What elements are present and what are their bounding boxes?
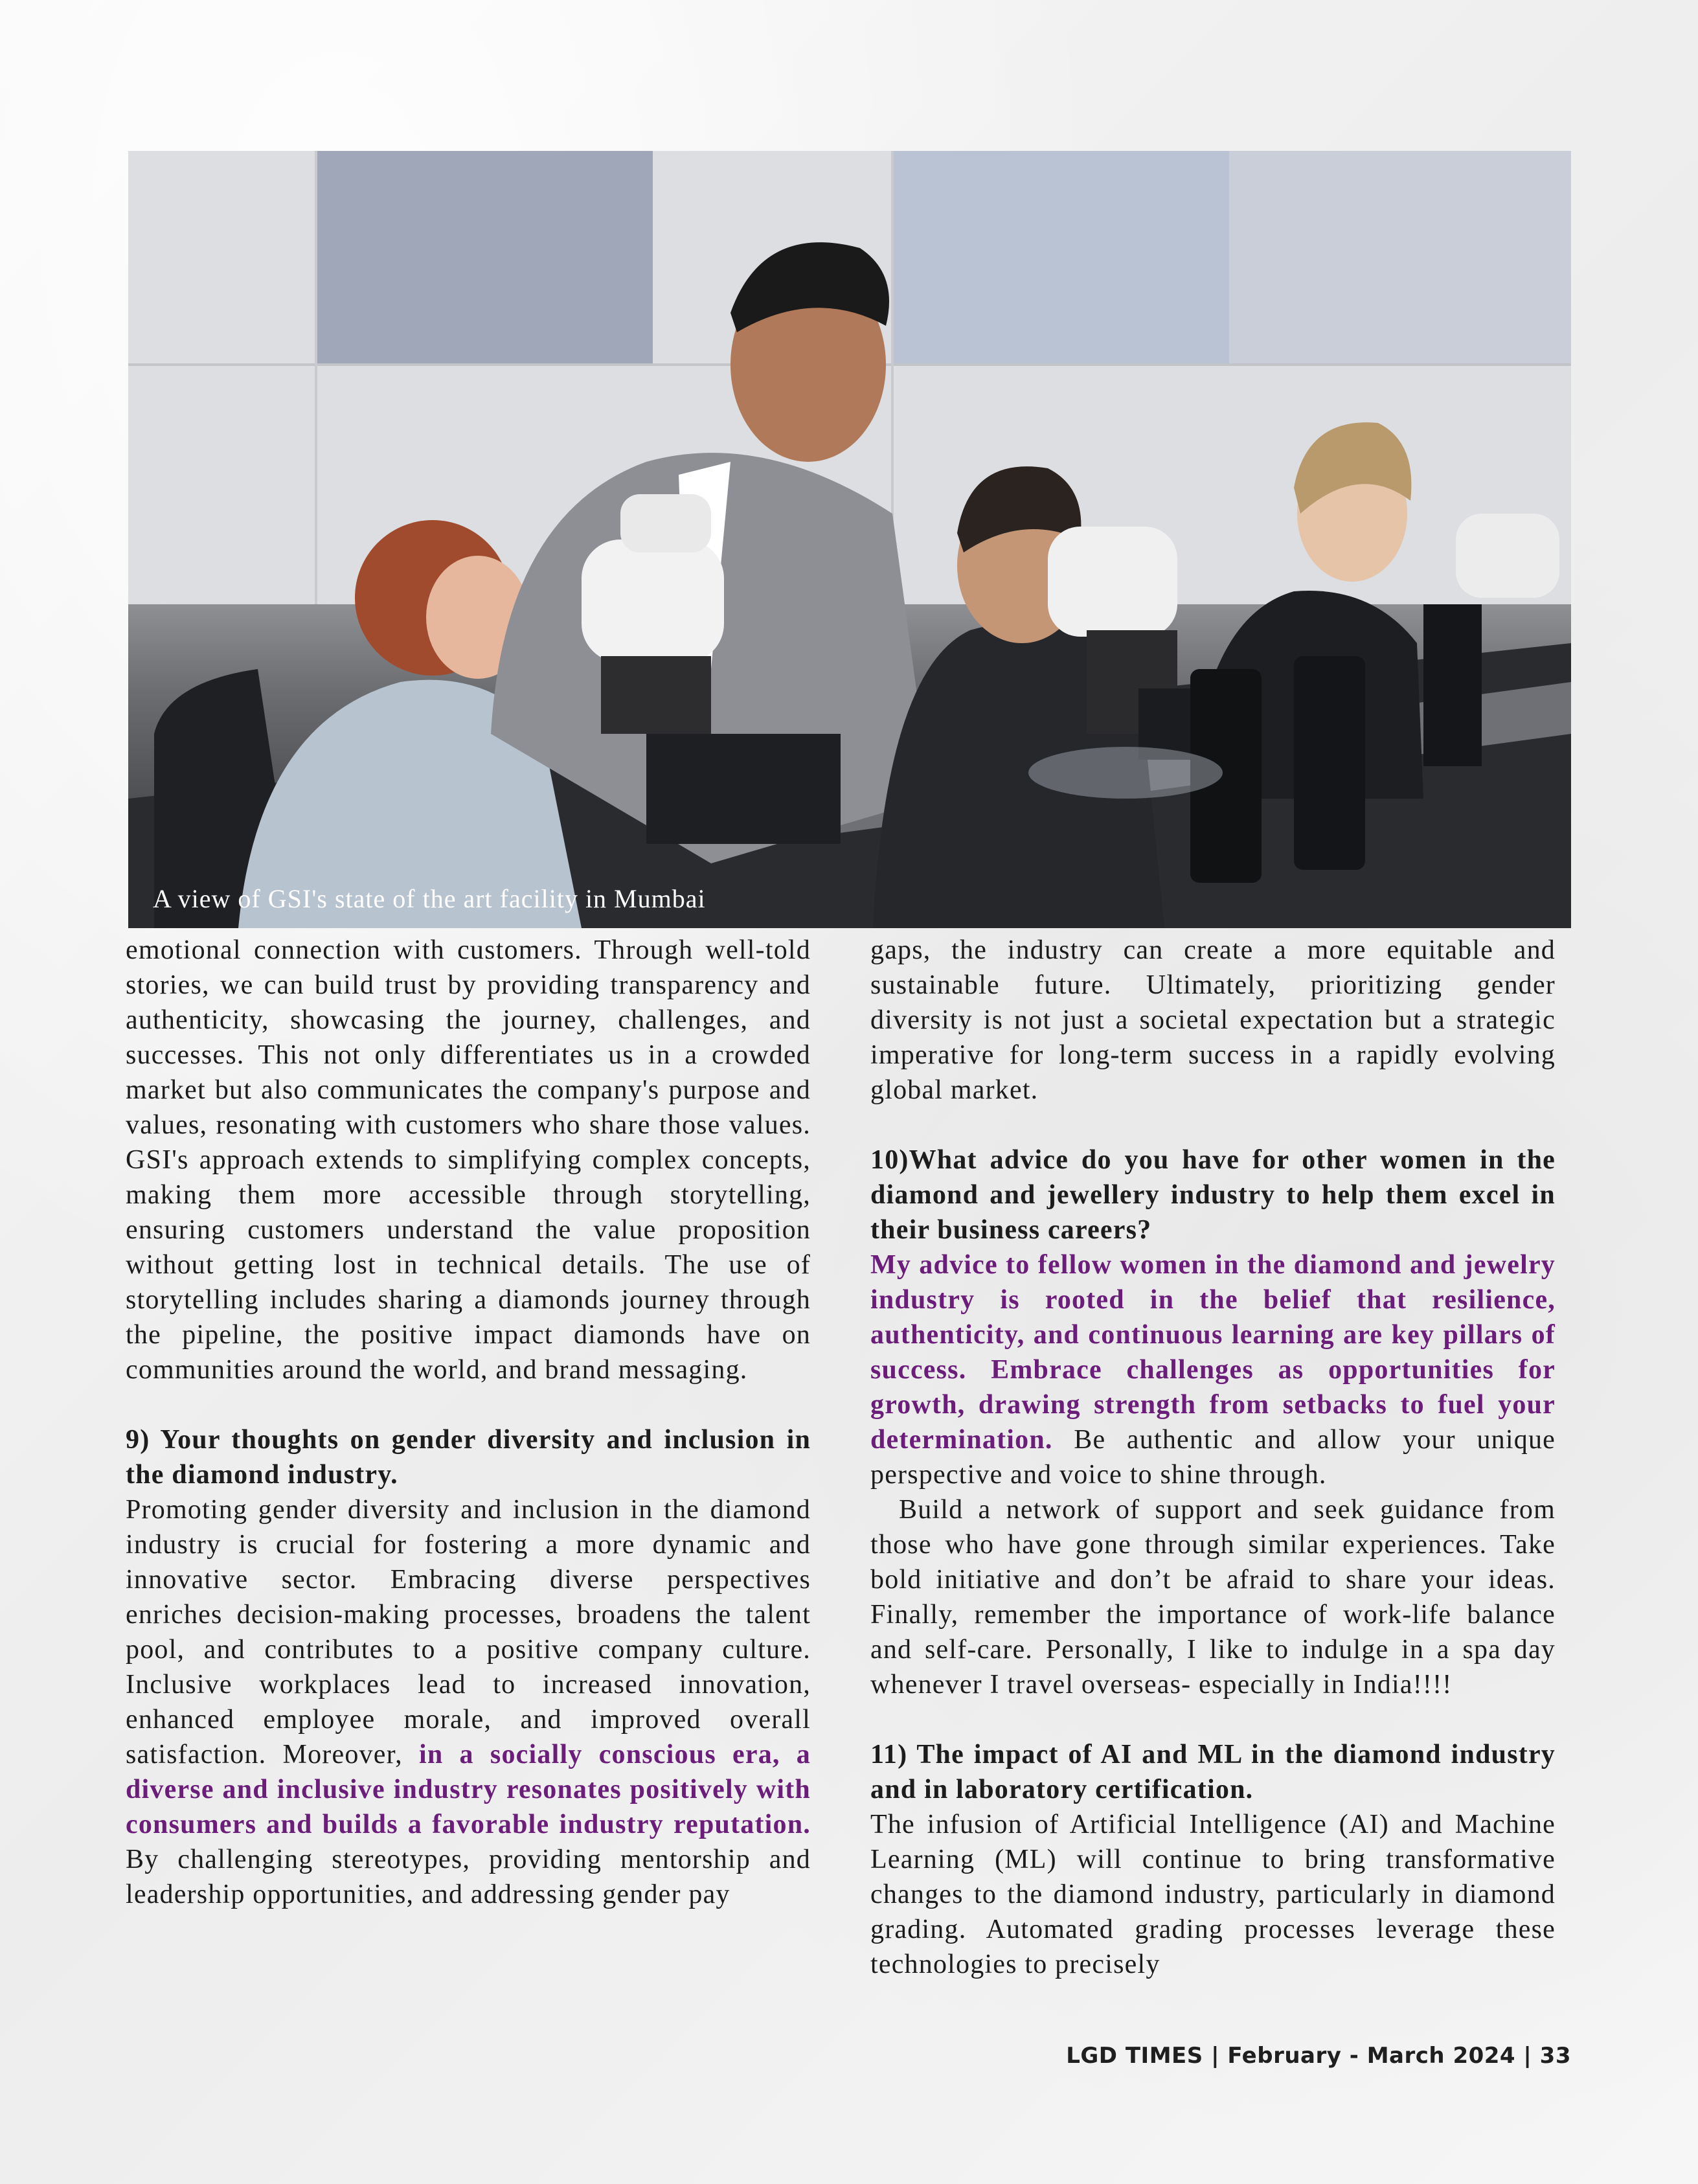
article-photo [128,151,1571,928]
left-column [126,933,811,1912]
photo-caption: A view of GSI's state of the art facility in Mumbai [153,884,706,913]
paragraph-spacer [126,1387,811,1422]
answer-10-text: Be authentic and allow your unique perspective and voice to shine through. [870,1425,1556,1490]
answer-9-highlight: in a socially conscious era, a diverse and inclusive industry resonates positively with consumers and builds a favorable industry reputation. [126,1740,811,1839]
answer-10-highlight: My advice to fellow women in the diamond and jewelry industry is rooted in the belief that resilience, authenticity, and continuous learning are key pillars of success. Embrace challenges as opportunities for growth, drawing strength from setbacks to fuel your determination. [870,1250,1556,1455]
right-column [870,933,1556,1982]
paragraph-storytelling: emotional connection with customers. Through well-told stories, we can build trust by providing transparency and authenticity, showcasing the journey, challenges, and successes. This not only differentiates us in a crowded market but also communicates the company's purpose and values, resonating with customers who share those values. GSI's approach extends to simplifying complex concepts, making them more accessible through storytelling, ensuring customers understand the value proposition without getting lost in technical details. The use of storytelling includes sharing a diamonds journey through the pipeline, the positive impact diamonds have on communities around the world, and brand messaging. [126,935,811,1385]
answer-11: The infusion of Artificial Intelligence (AI) and Machine Learning (ML) will continue to bring transformative changes to the diamond industry, particularly in diamond grading. Automated grading processes leverage these technologies to precisely [870,1810,1556,1979]
lab-scene-illustration [128,151,1571,928]
answer-10 [870,1247,1556,1492]
paragraph-gender-continued: gaps, the industry can create a more equitable and sustainable future. Ultimately, prioritizing gender diversity is not just a societal expectation but a strategic imperative for long-term success in a rapidly evolving global market. [870,935,1556,1105]
question-11: 11) The impact of AI and ML in the diamond industry and in laboratory certification. [870,1740,1556,1804]
paragraph-spacer [870,1108,1556,1143]
question-9: 9) Your thoughts on gender diversity and inclusion in the diamond industry. [126,1425,811,1490]
paragraph-spacer [870,1702,1556,1737]
question-10: 10)What advice do you have for other women in the diamond and jewellery industry to help them excel in their business careers? [870,1145,1556,1245]
page-footer: LGD TIMES | February - March 2024 | 33 [1066,2043,1571,2069]
answer-9-text-start: Promoting gender diversity and inclusion in the diamond industry is crucial for fostering a more dynamic and innovative sector. Embracing diverse perspectives enriches decision-making processes, broadens the talent pool, and contributes to a positive company culture. Inclusive workplaces lead to increased innovation, enhanced employee morale, and improved overall satisfaction. Moreover, [126,1495,811,1769]
answer-10-continued: Build a network of support and seek guidance from those who have gone through similar experiences. Take bold initiative and don’t be afraid to share your ideas. Finally, remember the importance of work-life balance and self-care. Personally, I like to indulge in a spa day whenever I travel overseas- especially in India!!!! [870,1495,1556,1700]
answer-9-text-end: By challenging stereotypes, providing mentorship and leadership opportunities, and addressing gender pay [126,1845,811,1909]
answer-9 [126,1492,811,1912]
